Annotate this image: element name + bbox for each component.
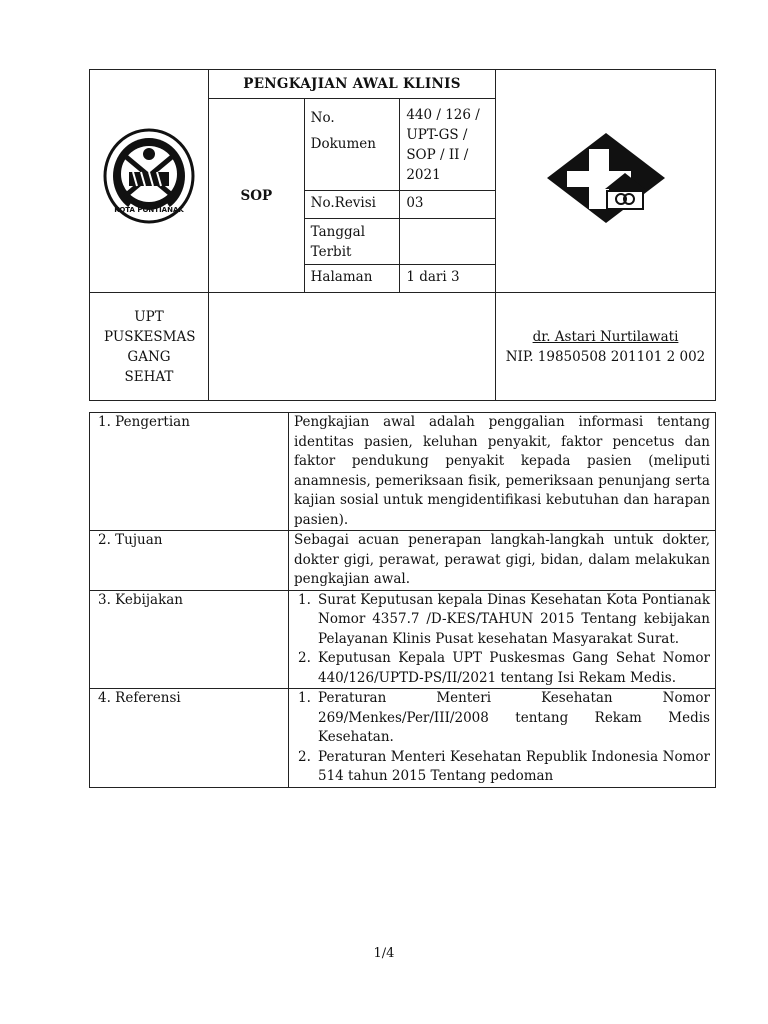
section-row-pengertian [90,413,716,531]
health-logo-cell [496,70,716,293]
section-key: 2. Tujuan [90,531,289,591]
field-value-no-revisi: 03 [400,191,496,219]
list-item-text: Surat Keputusan kepala Dinas Kesehatan Kota Pontianak Nomor 4357.7 /D-KES/TAHUN 2015 Tentang kebijakan Pelayanan Klinis Pusat kesehatan Masyarakat Surat. [318,591,710,647]
field-value-halaman: 1 dari 3 [400,265,496,293]
list-item: 2. Peraturan Menteri Kesehatan Republik Indonesia Nomor 514 tahun 2015 Tentang pedoman [298,748,710,784]
city-logo-cell [90,70,209,293]
section-key: 4. Referensi [90,689,289,788]
puskesmas-cross-logo-icon [545,131,667,225]
section-row-tujuan [90,531,716,591]
section-list [289,590,716,689]
blank-center-cell [209,293,496,401]
list-item: 2. Keputusan Kepala UPT Puskesmas Gang Sehat Nomor 440/126/UPTD-PS/II/2021 tentang Isi Rekam Medis. [298,650,710,686]
signature-block [496,293,716,401]
field-label-tanggal-terbit: Tanggal Terbit [304,219,400,265]
section-text: Pengkajian awal adalah penggalian informasi tentang identitas pasien, keluhan penyakit, faktor pencetus dan faktor pendukung penyakit kepada pasien (meliputi anamnesis, pemeriksaan fisik, pemeriksaan penunjang serta kajian sosial untuk mengidentifikasi kebutuhan dan harapan pasien). [289,413,716,531]
unit-name-text: UPT PUSKESMAS GANG SEHAT [104,308,196,385]
field-value-tanggal-terbit [400,219,496,265]
section-key: 3. Kebijakan [90,590,289,689]
section-row-kebijakan [90,590,716,689]
list-item-text: Peraturan Menteri Kesehatan Nomor 269/Menkes/Per/III/2008 tentang Rekam Medis Kesehatan. [318,690,710,745]
list-item: 1. Peraturan Menteri Kesehatan Nomor 269/Menkes/Per/III/2008 tentang Rekam Medis Kesehatan. [298,690,710,745]
page-number: 1/4 [373,946,395,961]
document-title: PENGKAJIAN AWAL KLINIS [209,70,496,99]
list-item: 1. Surat Keputusan kepala Dinas Kesehatan Kota Pontianak Nomor 4357.7 /D-KES/TAHUN 2015 Tentang kebijakan Pelayanan Klinis Pusat kesehatan Masyarakat Surat. [298,591,710,647]
unit-name [90,293,209,401]
section-list [289,689,716,788]
sop-content-table [89,412,716,788]
field-label-halaman: Halaman [304,265,400,293]
section-key: 1. Pengertian [90,413,289,531]
list-item-text: Keputusan Kepala UPT Puskesmas Gang Sehat Nomor 440/126/UPTD-PS/II/2021 tentang Isi Rekam Medis. [318,650,710,686]
field-label-no-revisi: No.Revisi [304,191,400,219]
signer-name: dr. Astari Nurtilawati [532,328,679,345]
emblem-lettering: KOTA PONTIANAK [114,206,184,214]
field-value-no-dokumen: 440 / 126 / UPT-GS / SOP / II / 2021 [400,99,496,191]
sop-label: SOP [209,99,305,293]
kota-pontianak-emblem-icon [99,126,199,230]
section-text: Sebagai acuan penerapan langkah-langkah untuk dokter, dokter gigi, perawat, perawat gigi, bidan, dalam melakukan pengkajian awal. [289,531,716,591]
signer-nip: NIP. 19850508 201101 2 002 [505,348,706,365]
list-item-text: Peraturan Menteri Kesehatan Republik Indonesia Nomor 514 tahun 2015 Tentang pedoman [318,748,710,784]
section-row-referensi [90,689,716,788]
field-label-no-dokumen: No. Dokumen [304,99,400,191]
sop-header-table [89,69,716,401]
